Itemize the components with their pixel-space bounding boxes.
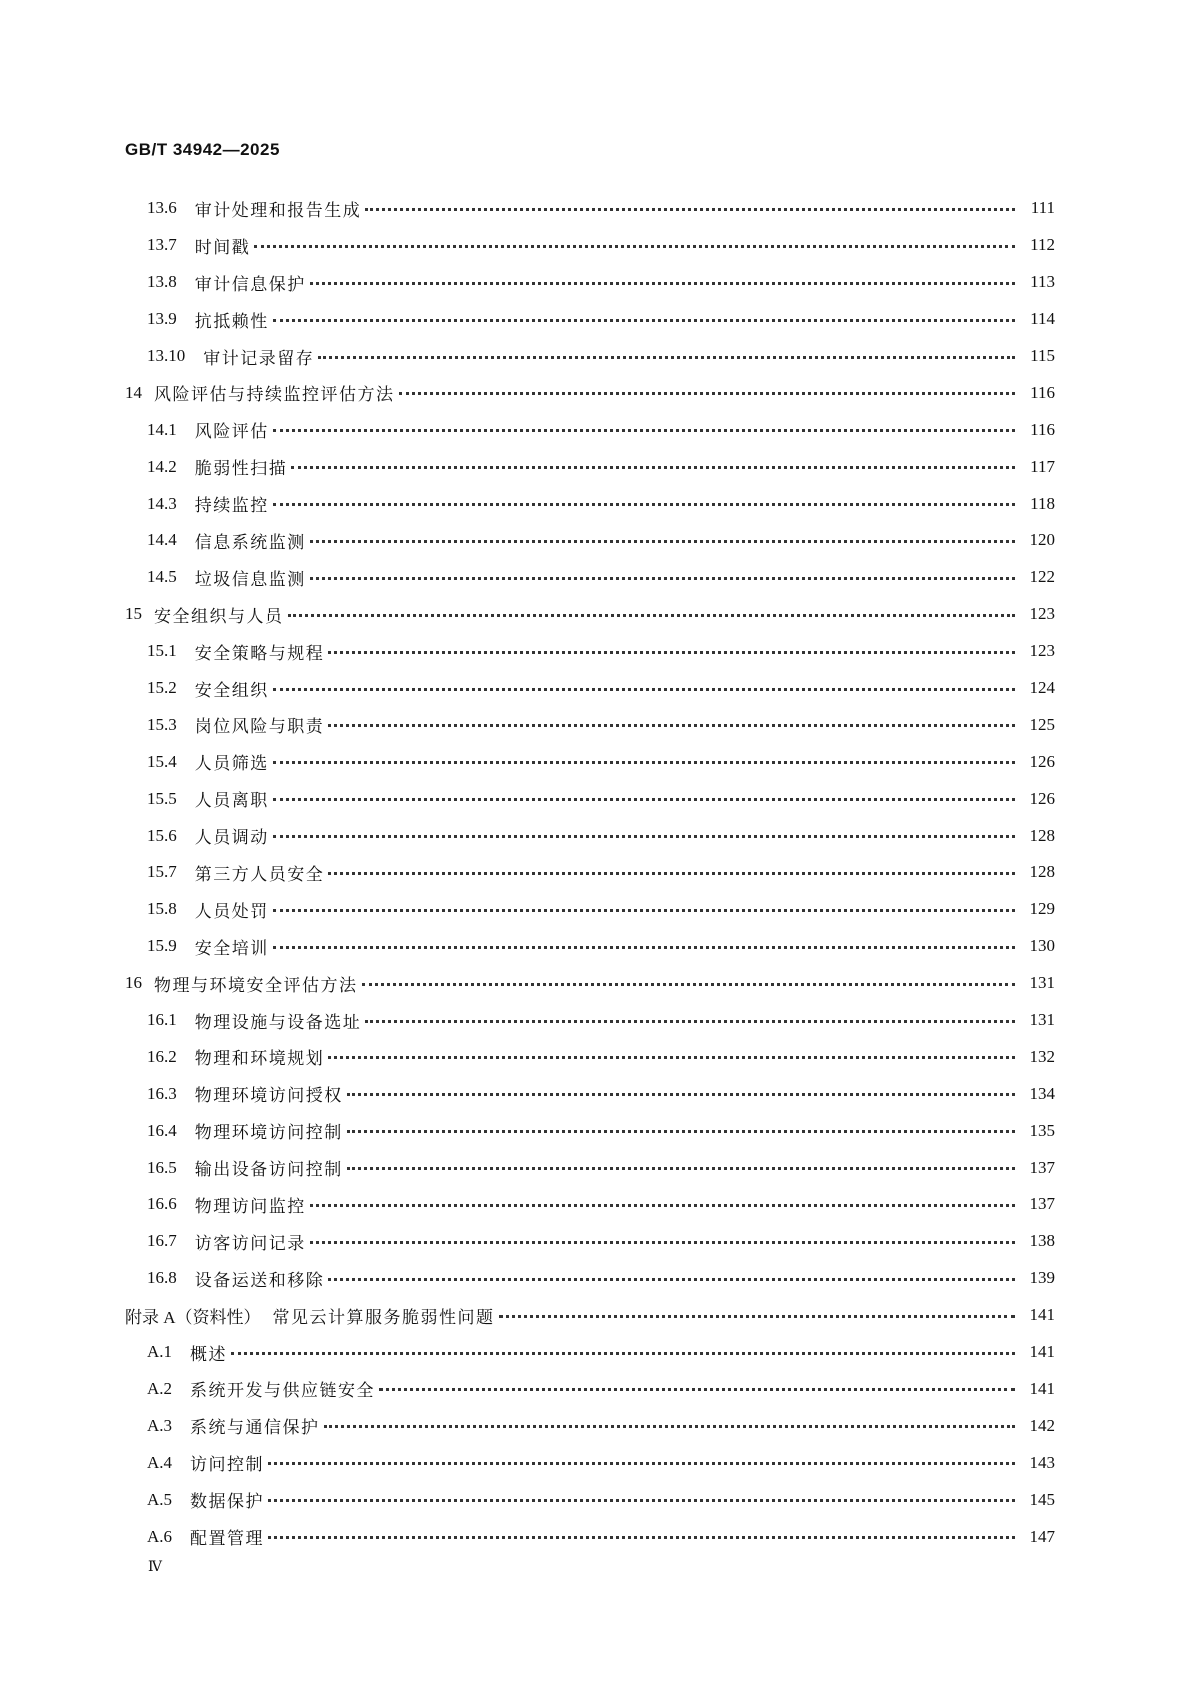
- document-id-header: GB/T 34942—2025: [125, 140, 280, 159]
- toc-entry-number: 14: [125, 382, 142, 402]
- toc-entry-title: 物理环境访问控制: [194, 1123, 343, 1144]
- toc-entry-page: 124: [1029, 678, 1055, 698]
- toc-entry: [125, 1075, 1055, 1112]
- toc-entry-number: 15.5: [147, 788, 177, 808]
- toc-dot-leader: [288, 614, 1016, 617]
- toc-dot-leader: [379, 1388, 1015, 1391]
- toc-dot-leader: [273, 946, 1015, 949]
- toc-entry: [125, 780, 1055, 817]
- toc-entry-title: 安全组织: [194, 680, 269, 701]
- toc-entry-number: 16.3: [147, 1083, 177, 1103]
- toc-entry-page: 130: [1029, 936, 1055, 956]
- toc-entry: [125, 1149, 1055, 1186]
- toc-dot-leader: [347, 1093, 1015, 1096]
- toc-entry-title: 审计信息保护: [194, 274, 306, 295]
- toc-entry-title: 设备运送和移除: [194, 1270, 325, 1291]
- toc-entry: [125, 190, 1055, 227]
- toc-entry-page: 147: [1029, 1526, 1055, 1546]
- toc-dot-leader: [254, 245, 1015, 248]
- toc-entry-title: 访客访问记录: [194, 1233, 306, 1254]
- toc-entry-number: 15.9: [147, 936, 177, 956]
- toc-entry-number: 16.7: [147, 1231, 177, 1251]
- toc-entry-title: 持续监控: [194, 496, 269, 517]
- toc-entry-page: 116: [1030, 382, 1055, 402]
- toc-entry-title: 输出设备访问控制: [194, 1160, 343, 1181]
- toc-entry-page: 132: [1029, 1046, 1055, 1066]
- toc-dot-leader: [273, 319, 1015, 322]
- toc-entry-number: A.3: [147, 1415, 173, 1435]
- toc-dot-leader: [268, 1462, 1015, 1465]
- toc-entry-title: 人员离职: [194, 791, 269, 812]
- toc-entry-page: 113: [1030, 272, 1055, 292]
- toc-dot-leader: [273, 761, 1015, 764]
- toc-entry: [125, 1112, 1055, 1149]
- toc-dot-leader: [328, 1056, 1015, 1059]
- toc-entry-number: 附录 A（资料性）: [125, 1307, 261, 1327]
- toc-entry-number: 13.10: [147, 346, 186, 365]
- toc-dot-leader: [273, 909, 1015, 912]
- toc-entry: [125, 706, 1055, 743]
- toc-entry-number: 15.4: [147, 751, 177, 771]
- toc-entry-number: 15.7: [147, 862, 177, 882]
- toc-dot-leader: [273, 798, 1015, 801]
- toc-entry-number: 13.7: [147, 235, 177, 255]
- toc-entry-title: 信息系统监测: [194, 532, 306, 553]
- toc-entry-page: 128: [1029, 825, 1055, 845]
- toc-entry: [125, 1038, 1055, 1075]
- toc-entry-page: 139: [1029, 1268, 1055, 1288]
- toc-entry-title: 人员筛选: [194, 754, 269, 775]
- toc-entry-page: 126: [1029, 751, 1055, 771]
- toc-entry-title: 物理和环境规划: [194, 1049, 325, 1070]
- toc-entry: [125, 1334, 1055, 1371]
- toc-entry: [125, 854, 1055, 891]
- toc-dot-leader: [268, 1536, 1015, 1539]
- toc-entry-page: 141: [1029, 1305, 1055, 1325]
- toc-entry: [125, 559, 1055, 596]
- toc-dot-leader: [365, 208, 1015, 211]
- toc-entry: [125, 227, 1055, 264]
- toc-entry: [125, 448, 1055, 485]
- toc-entry-number: 16.1: [147, 1010, 177, 1030]
- toc-entry-page: 117: [1030, 456, 1055, 476]
- toc-entry-number: 13.9: [147, 309, 177, 329]
- toc-entry-title: 系统开发与供应链安全: [190, 1381, 376, 1402]
- toc-entry-number: A.2: [147, 1378, 173, 1398]
- toc-entry-page: 134: [1029, 1083, 1055, 1103]
- toc-entry-page: 142: [1029, 1415, 1055, 1435]
- toc-entry-number: 15: [125, 604, 142, 624]
- toc-dot-leader: [499, 1315, 1015, 1318]
- toc-entry-page: 111: [1030, 198, 1055, 218]
- toc-entry: [125, 743, 1055, 780]
- toc-entry: [125, 1444, 1055, 1481]
- toc-entry-number: 16: [125, 973, 142, 993]
- toc-entry: [125, 817, 1055, 854]
- toc-entry: [125, 1371, 1055, 1408]
- toc-entry-number: 14.1: [147, 419, 177, 439]
- toc-dot-leader: [318, 356, 1015, 359]
- toc-dot-leader: [273, 429, 1015, 432]
- toc-entry-title: 物理设施与设备选址: [194, 1012, 362, 1033]
- toc-entry-number: 14.5: [147, 567, 177, 587]
- toc-entry-page: 126: [1029, 788, 1055, 808]
- toc-entry: [125, 928, 1055, 965]
- toc-entry-number: A.5: [147, 1489, 173, 1509]
- toc-dot-leader: [365, 1020, 1015, 1023]
- toc-entry: [125, 596, 1055, 633]
- toc-entry-page: 112: [1030, 235, 1055, 255]
- toc-dot-leader: [347, 1167, 1015, 1170]
- toc-entry-page: 123: [1029, 641, 1055, 661]
- toc-entry: [125, 1297, 1055, 1334]
- toc-dot-leader: [324, 1425, 1015, 1428]
- toc-entry: [125, 264, 1055, 301]
- toc-entry-title: 配置管理: [190, 1529, 265, 1549]
- toc-entry: [125, 1481, 1055, 1518]
- toc-dot-leader: [310, 1241, 1015, 1244]
- page-number: Ⅳ: [148, 1560, 162, 1575]
- toc-entry-number: 16.4: [147, 1120, 177, 1140]
- toc-entry: [125, 965, 1055, 1002]
- toc-entry: [125, 301, 1055, 338]
- toc-entry: [125, 374, 1055, 411]
- toc-entry-page: 131: [1029, 1010, 1055, 1030]
- toc-entry-title: 常见云计算服务脆弱性问题: [272, 1307, 495, 1328]
- toc-entry: [125, 633, 1055, 670]
- toc-entry-title: 安全组织与人员: [154, 606, 284, 627]
- toc-entry-page: 115: [1030, 346, 1055, 365]
- toc-entry-page: 141: [1029, 1378, 1055, 1398]
- toc-dot-leader: [328, 1278, 1015, 1281]
- table-of-contents: [125, 190, 1055, 1555]
- toc-entry-title: 物理与环境安全评估方法: [154, 975, 358, 996]
- toc-entry-title: 安全策略与规程: [194, 643, 325, 664]
- toc-entry: [125, 485, 1055, 522]
- toc-entry-number: A.4: [147, 1452, 173, 1472]
- toc-entry-page: 128: [1029, 862, 1055, 882]
- toc-entry-title: 物理访问监控: [194, 1196, 306, 1217]
- toc-entry-page: 131: [1029, 973, 1055, 993]
- toc-entry-number: 16.2: [147, 1046, 177, 1066]
- toc-entry: [125, 1260, 1055, 1297]
- toc-entry-title: 脆弱性扫描: [194, 459, 288, 480]
- toc-entry-page: 120: [1029, 530, 1055, 550]
- toc-entry-title: 安全培训: [194, 938, 269, 959]
- toc-entry-title: 概述: [190, 1344, 228, 1365]
- toc-entry-number: 14.4: [147, 530, 177, 550]
- toc-dot-leader: [362, 983, 1016, 986]
- toc-entry-title: 抗抵赖性: [194, 311, 269, 332]
- toc-entry-title: 审计记录留存: [203, 348, 315, 369]
- toc-entry-number: 16.8: [147, 1268, 177, 1288]
- toc-dot-leader: [399, 392, 1016, 395]
- toc-entry: [125, 1223, 1055, 1260]
- toc-entry-title: 人员调动: [194, 828, 269, 849]
- toc-entry-title: 数据保护: [190, 1492, 265, 1513]
- toc-entry-page: 125: [1029, 714, 1055, 734]
- toc-entry-number: 14.3: [147, 493, 177, 513]
- toc-entry-title: 垃圾信息监测: [194, 569, 306, 590]
- toc-entry-page: 138: [1029, 1231, 1055, 1251]
- toc-entry-page: 135: [1029, 1120, 1055, 1140]
- toc-dot-leader: [310, 282, 1015, 285]
- toc-dot-leader: [268, 1499, 1015, 1502]
- toc-entry: [125, 411, 1055, 448]
- toc-dot-leader: [328, 651, 1015, 654]
- toc-entry-number: 13.6: [147, 198, 177, 218]
- toc-dot-leader: [273, 503, 1015, 506]
- toc-entry-title: 物理环境访问授权: [194, 1086, 343, 1107]
- toc-entry-title: 访问控制: [190, 1455, 265, 1476]
- toc-entry-number: 15.2: [147, 678, 177, 698]
- toc-entry: [125, 1002, 1055, 1039]
- toc-entry-title: 审计处理和报告生成: [194, 200, 362, 221]
- toc-entry-number: 16.6: [147, 1194, 177, 1214]
- toc-dot-leader: [328, 872, 1015, 875]
- toc-entry: [125, 670, 1055, 707]
- toc-entry-number: 14.2: [147, 456, 177, 476]
- toc-dot-leader: [310, 577, 1015, 580]
- toc-entry-title: 风险评估: [194, 422, 269, 443]
- toc-entry-page: 116: [1030, 419, 1055, 439]
- toc-entry-page: 122: [1029, 567, 1055, 587]
- toc-dot-leader: [347, 1130, 1015, 1133]
- toc-entry-page: 129: [1029, 899, 1055, 919]
- toc-entry-title: 时间戳: [194, 237, 251, 258]
- toc-dot-leader: [310, 1204, 1015, 1207]
- toc-entry-page: 141: [1029, 1342, 1055, 1362]
- toc-entry: [125, 1407, 1055, 1444]
- toc-entry-page: 137: [1029, 1157, 1055, 1177]
- toc-entry-number: A.1: [147, 1342, 173, 1362]
- toc-entry: [125, 1186, 1055, 1223]
- toc-entry-number: 16.5: [147, 1157, 177, 1177]
- toc-entry-title: 岗位风险与职责: [194, 717, 325, 738]
- toc-entry-title: 风险评估与持续监控评估方法: [154, 385, 395, 406]
- toc-entry: [125, 338, 1055, 375]
- toc-entry: [125, 522, 1055, 559]
- toc-entry-page: 143: [1029, 1452, 1055, 1472]
- toc-entry-number: 15.1: [147, 641, 177, 661]
- toc-dot-leader: [273, 835, 1015, 838]
- toc-entry-title: 人员处罚: [194, 901, 269, 922]
- toc-entry-title: 系统与通信保护: [190, 1418, 320, 1439]
- toc-entry-number: 15.6: [147, 825, 177, 845]
- toc-entry-page: 123: [1029, 604, 1055, 624]
- toc-entry-title: 第三方人员安全: [194, 864, 325, 885]
- toc-entry-page: 137: [1029, 1194, 1055, 1214]
- toc-dot-leader: [291, 466, 1015, 469]
- toc-entry-number: 15.8: [147, 899, 177, 919]
- toc-entry-number: 13.8: [147, 272, 177, 292]
- toc-dot-leader: [273, 688, 1015, 691]
- toc-dot-leader: [231, 1352, 1015, 1355]
- toc-entry-number: A.6: [147, 1526, 173, 1546]
- toc-entry-page: 114: [1030, 309, 1055, 329]
- toc-entry-page: 145: [1029, 1489, 1055, 1509]
- toc-entry-number: 15.3: [147, 714, 177, 734]
- toc-dot-leader: [328, 724, 1015, 727]
- toc-dot-leader: [310, 540, 1015, 543]
- toc-entry: [125, 891, 1055, 928]
- toc-entry: [125, 1518, 1055, 1555]
- toc-entry-page: 118: [1030, 493, 1055, 513]
